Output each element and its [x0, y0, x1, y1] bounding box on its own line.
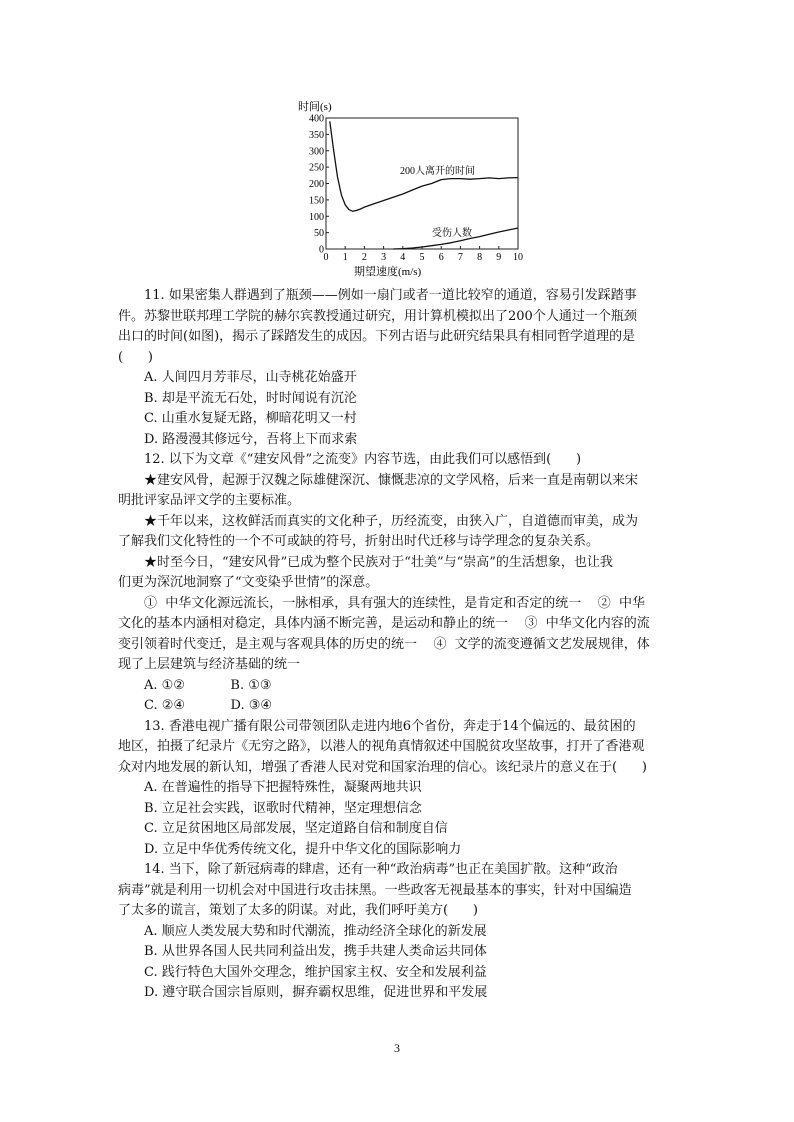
x-tick-label: 3 — [381, 252, 387, 263]
x-tick-label: 10 — [513, 252, 523, 263]
q11-stem-line4: ( ) — [118, 349, 153, 365]
x-tick-label: 5 — [419, 252, 425, 263]
x-tick-label: 1 — [342, 252, 348, 263]
series-label-leave-time: 200人离开的时间 — [400, 166, 475, 177]
q11-stem-line2: 件。苏黎世联邦理工学院的赫尔宾教授通过研究，用计算机模拟出了200个人通过一个瓶颈 — [118, 308, 637, 324]
x-tick-label: 7 — [457, 252, 463, 263]
q13-stem-line3: 众对内地发展的新认知，增强了香港人民对党和国家治理的信心。该纪录片的意义在于( ) — [118, 759, 647, 775]
x-tick-label: 6 — [438, 252, 444, 263]
q12-items-line3: 变引领着时代变迁，是主观与客观具体的历史的统一 ④ 文学的流变遵循文艺发展规律，体 — [118, 636, 650, 652]
q12-star2-line1: ★千年以来，这枚鲜活而真实的文化种子，历经流变，由狭入广，自道德而审美，成为 — [144, 513, 639, 529]
q13-stem-line2: 地区，拍摄了纪录片《无穷之路》，以港人的视角真情叙述中国脱贫攻坚故事，打开了香港观 — [118, 739, 645, 754]
q11-option-c: C. 山重水复疑无路，柳暗花明又一村 — [144, 411, 357, 426]
q13-option-b: B. 立足社会实践，讴歌时代精神，坚定理想信念 — [144, 800, 422, 816]
q14-option-b: B. 从世界各国人民共同利益出发，携手共建人类命运共同体 — [144, 944, 487, 959]
series-layer — [330, 121, 518, 249]
chart — [292, 94, 528, 278]
question-12 — [118, 450, 678, 717]
q12-items-line1: ① 中华文化源远流长，一脉相承，具有强大的连续性，是肯定和否定的统一 ② 中华 — [144, 595, 646, 611]
y-tick-label: 150 — [309, 195, 324, 207]
q14-option-c: C. 践行特色大国外交理念，维护国家主权、安全和发展利益 — [144, 964, 487, 980]
q12-star1-line2: 明批评家品评文学的主要标准。 — [118, 493, 301, 508]
q14-option-d: D. 遵守联合国宗旨原则，摒弃霸权思维，促进世界和平发展 — [144, 985, 488, 1000]
y-tick-label: 250 — [309, 162, 324, 174]
plot-frame — [326, 118, 518, 249]
q12-items-line4: 现了上层建筑与经济基础的统一 — [118, 657, 301, 672]
q12-star2-line2: 了解我们文化特性的一个不可或缺的符号，折射出时代迁移与诗学理念的复杂关系。 — [118, 534, 600, 549]
q11-stem-line3: 出口的时间(如图)，揭示了踩踏发生的成因。下列古语与此研究结果具有相同哲学道理的是 — [118, 329, 636, 344]
q13-stem-line1: 13. 香港电视广播有限公司带领团队走进内地6个省份，奔走于14个偏远的、最贫困的 — [144, 718, 636, 734]
x-tick-label: 8 — [477, 252, 483, 263]
q14-stem-line2: 病毒”就是利用一切机会对中国进行攻击抹黑。一些政客无视最基本的事实，针对中国编造 — [118, 882, 632, 898]
q14-stem-line3: 了太多的谎言，策划了太多的阴谋。对此，我们呼吁美方( ) — [118, 903, 478, 918]
q12-star3-line2: 们更为深沉地洞察了“文变染乎世情”的深意。 — [118, 575, 379, 590]
q13-option-d: D. 立足中华优秀传统文化，提升中华文化的国际影响力 — [144, 841, 462, 857]
y-axis-label: 时间(s) — [298, 101, 332, 113]
series-label-injured: 受伤人数 — [432, 228, 472, 239]
q12-options-row2: C. ②④ D. ③④ — [144, 698, 273, 713]
page-number: 3 — [394, 1041, 400, 1055]
q12-items-line2: 文化的基本内涵相对稳定，具体内涵不断完善，是运动和静止的统一 ③ 中华文化内容的流 — [118, 616, 650, 631]
y-tick-label: 400 — [309, 113, 324, 125]
q14-stem-line1: 14. 当下，除了新冠病毒的肆虐，还有一种“政治病毒”也正在美国扩散。这种“政治 — [144, 862, 618, 877]
questions — [118, 286, 678, 1004]
q11-stem-line1: 11. 如果密集人群遇到了瓶颈——例如一扇门或者一道比较窄的通道，容易引发踩踏事 — [144, 288, 637, 303]
x-tick-label: 0 — [323, 252, 329, 263]
q13-option-a: A. 在普遍性的指导下把握特殊性，凝聚两地共识 — [144, 780, 422, 795]
q11-option-b: B. 却是平流无石处，时时闻说有沉沦 — [144, 390, 357, 406]
y-tick-label: 300 — [309, 146, 324, 158]
y-tick-label: 100 — [309, 211, 324, 223]
y-tick-label: 50 — [314, 228, 324, 240]
q12-stem: 12. 以下为文章《“建安风骨”之流变》内容节选，由此我们可以感悟到( ) — [144, 452, 582, 467]
q12-star3-line1: ★时至今日，“建安风骨”已成为整个民族对于“壮美”与“崇高”的生活想象，也让我 — [144, 554, 613, 570]
x-tick-label: 4 — [400, 252, 406, 263]
question-11 — [118, 286, 678, 450]
q11-option-d: D. 路漫漫其修远兮，吾将上下而求索 — [144, 431, 358, 447]
q11-option-a: A. 人间四月芳菲尽，山寺桃花始盛开 — [144, 370, 357, 385]
y-tick-label: 350 — [309, 129, 324, 141]
q13-option-c: C. 立足贫困地区局部发展，坚定道路自信和制度自信 — [144, 821, 448, 836]
q12-star1-line1: ★建安风骨，起源于汉魏之际雄健深沉、慷慨悲凉的文学风格，后来一直是南朝以来宋 — [144, 472, 639, 488]
question-14 — [118, 860, 678, 1004]
q12-options-row1: A. ①② B. ①③ — [144, 677, 272, 693]
q14-option-a: A. 顺应人类发展大势和时代潮流，推动经济全球化的新发展 — [144, 923, 487, 939]
y-tick-label: 200 — [309, 179, 324, 190]
x-tick-label: 2 — [361, 252, 367, 263]
x-axis-label: 期望速度(m/s) — [354, 266, 422, 278]
y-tick-label: 0 — [319, 244, 324, 256]
question-13 — [118, 717, 678, 861]
x-tick-label: 9 — [496, 252, 502, 263]
